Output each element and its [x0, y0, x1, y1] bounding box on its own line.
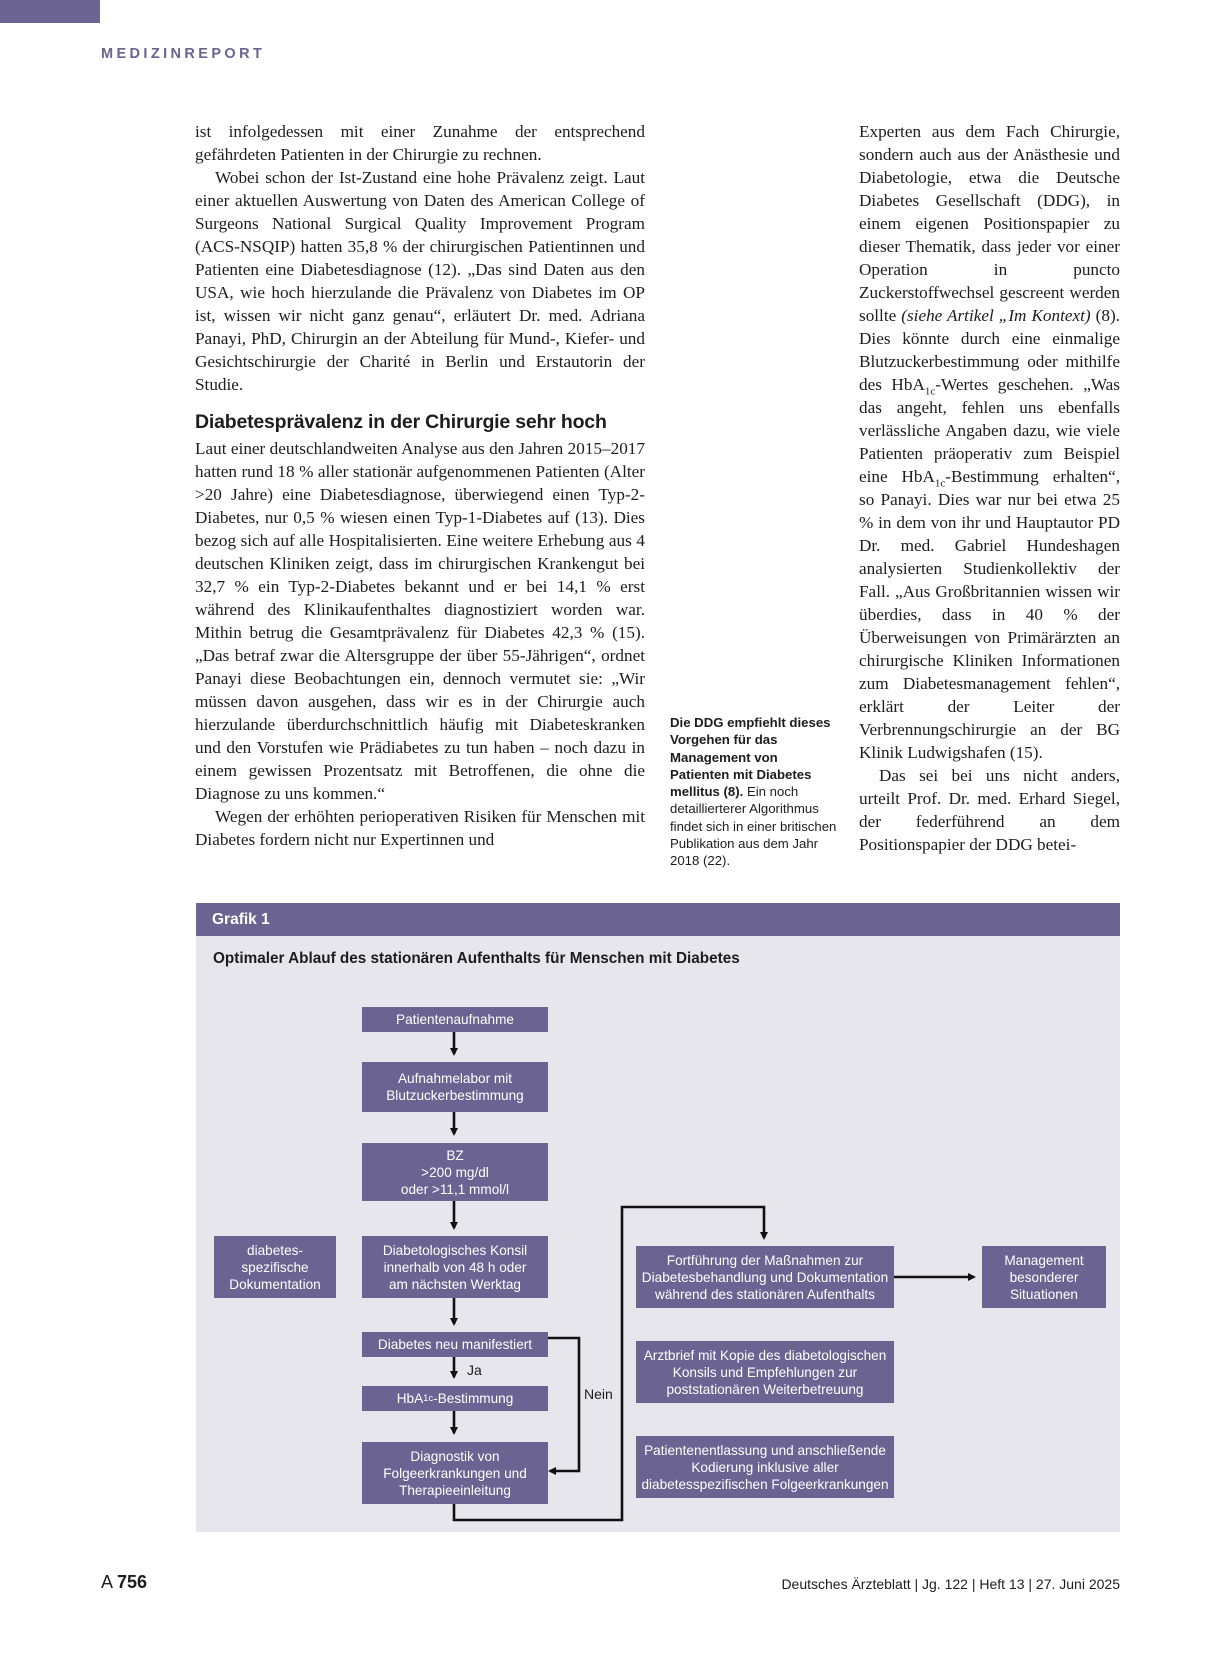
text-run: -Wertes geschehen. „Was das angeht, fehlen uns ebenfalls verlässliche Angaben dazu, wie viele Patienten präoperativ zum Beispiel eine HbA — [859, 375, 1120, 486]
paragraph: Das sei bei uns nicht anders, urteilt Prof. Dr. med. Erhard Siegel, der federführend an dem Positionspapier der DDG betei- — [859, 766, 1120, 854]
label-nein: Nein — [584, 1386, 613, 1402]
box-patientenaufnahme: Patientenaufnahme — [362, 1007, 548, 1032]
box-diabetologisches-konsil: Diabetologisches Konsil innerhalb von 48 h oder am nächsten Werktag — [362, 1236, 548, 1298]
figure-title: Optimaler Ablauf des stationären Aufenthalts für Menschen mit Diabetes — [213, 950, 740, 967]
box-aufnahmelabor: Aufnahmelabor mit Blutzuckerbestimmung — [362, 1062, 548, 1112]
box-dokumentation: diabetes- spezifische Dokumentation — [214, 1236, 336, 1298]
label-ja: Ja — [467, 1362, 482, 1378]
paragraph: ist infolgedessen mit einer Zunahme der entsprechend gefährdeten Patienten in der Chirurgie zu rechnen. — [195, 122, 645, 164]
paragraph: Wegen der erhöhten perioperativen Risiken für Menschen mit Diabetes fordern nicht nur Expertinnen und — [195, 807, 645, 849]
page-number-value: 756 — [117, 1572, 148, 1592]
arrow-nein — [548, 1338, 579, 1471]
subscript: 1c — [934, 477, 946, 490]
section-label: MEDIZINREPORT — [101, 46, 266, 62]
box-diabetes-manifestiert: Diabetes neu manifestiert — [362, 1332, 548, 1357]
box-hba1c-bestimmung: HbA 1c -Bestimmung — [362, 1386, 548, 1411]
paragraph: Laut einer deutschlandweiten Analyse aus den Jahren 2015–2017 hatten rund 18 % aller stationär aufgenommenen Patienten (Alter >20 Jahre) eine Diabetesdiagnose, überwiegend einen Typ-2-Diabetes, nur 0,5 % wiesen einen Typ-1-Diabetes auf (13). Dies bezog sich auf alle Hospitalisierten. Eine weitere Erhebung aus 4 deutschen Kliniken zeigt, dass im chirurgischen Krankengut bei 32,7 % ein Typ-2-Diabetes bekannt und er bei 14,1 % erst während des Klinikaufenthaltes diagnostiziert worden war. Mithin betrug die Gesamtprävalenz für Diabetes 42,3 % (15). „Das betraf zwar die Altersgruppe der über 55-Jährigen“, ordnet Panayi diese Beobachtungen ein, dennoch vermutet sie: „Wir müssen davon ausgehen, dass wir es in der Chirurgie auch hierzulande überdurchschnittlich häufig mit Diabeteskranken und den Vorstufen wie Prädiabetes zu tun haben – noch dazu in einem gewissen Prozentsatz mit Betroffenen, die ohne die Diagnose zu uns kommen.“ — [195, 439, 645, 803]
text-run: Experten aus dem Fach Chirurgie, sondern auch aus der Anästhesie und Diabetologie, etwa die Deutsche Diabetes Gesellschaft (DDG), in einem eigenen Positionspapier zu dieser Thematik, dass jeder vor einer Operation in puncto Zuckerstoffwechsel gescreent werden sollte — [859, 122, 1120, 325]
text-run: -Bestimmung — [433, 1391, 514, 1406]
text-run: (8). Dies könnte durch eine einmalige Blutzuckerbestimmung oder mithilfe des HbA — [859, 306, 1120, 394]
box-bz-schwelle: BZ >200 mg/dl oder >11,1 mmol/l — [362, 1143, 548, 1201]
box-fortfuehrung: Fortführung der Maßnahmen zur Diabetesbehandlung und Dokumentation während des stationären Aufenthalts — [636, 1246, 894, 1308]
caption-text: Ein noch detaillierterer Algorithmus findet sich in einer britischen Publikation aus dem Jahr 2018 (22). — [670, 784, 837, 869]
box-management: Management besonderer Situationen — [982, 1246, 1106, 1308]
section-heading: Diabetesprävalenz in der Chirurgie sehr hoch — [195, 411, 607, 433]
figure-label: Grafik 1 — [196, 903, 1120, 936]
cross-reference: (siehe Artikel „Im Kontext) — [901, 306, 1091, 325]
box-arztbrief: Arztbrief mit Kopie des diabetologischen Konsils und Empfehlungen zur poststationären Weiterbetreuung — [636, 1341, 894, 1403]
text-run: -Bestimmung erhalten“, so Panayi. Dies war nur bei etwa 25 % in dem von ihr und Hauptautor PD Dr. med. Gabriel Hundeshagen analysierten Studienkollektiv der Fall. „Aus Großbritannien wissen wir überdies, dass in 40 % der Überweisungen von Primärärzten an chirurgische Kliniken Informationen zum Diabetesmanagement fehlen“, erklärt der Leiter der Verbrennungschirurgie an der BG Klinik Ludwigshafen (15). — [859, 467, 1120, 762]
box-diagnostik: Diagnostik von Folgeerkrankungen und Therapieeinleitung — [362, 1442, 548, 1504]
box-entlassung: Patientenentlassung und anschließende Kodierung inklusive aller diabetesspezifischen Folgeerkrankungen — [636, 1436, 894, 1498]
page-prefix: A — [101, 1572, 118, 1592]
journal-info: Deutsches Ärzteblatt | Jg. 122 | Heft 13 | 27. Juni 2025 — [781, 1576, 1120, 1592]
paragraph: Wobei schon der Ist-Zustand eine hohe Prävalenz zeigt. Laut einer aktuellen Auswertung von Daten des American College of Surgeons National Surgical Quality Improvement Program (ACS-NSQIP) hatten 35,8 % der chirurgischen Patientinnen und Patienten eine Diabetesdiagnose (12). „Das sind Daten aus den USA, wie hoch hierzulande die Prävalenz von Diabetes im OP ist, wissen wir nicht ganz genau“, erläutert Dr. med. Adriana Panayi, PhD, Chirurgin an der Abteilung für Mund-, Kiefer- und Gesichtschirurgie der Charité in Berlin und Erstautorin der Studie. — [195, 168, 645, 394]
caption-bold: Die DDG empfiehlt dieses Vorgehen für das Management von Patienten mit Diabetes mellitus (8). — [670, 715, 831, 800]
page-number — [101, 1572, 147, 1593]
subscript: 1c — [924, 385, 936, 398]
text-run: HbA — [396, 1391, 424, 1406]
